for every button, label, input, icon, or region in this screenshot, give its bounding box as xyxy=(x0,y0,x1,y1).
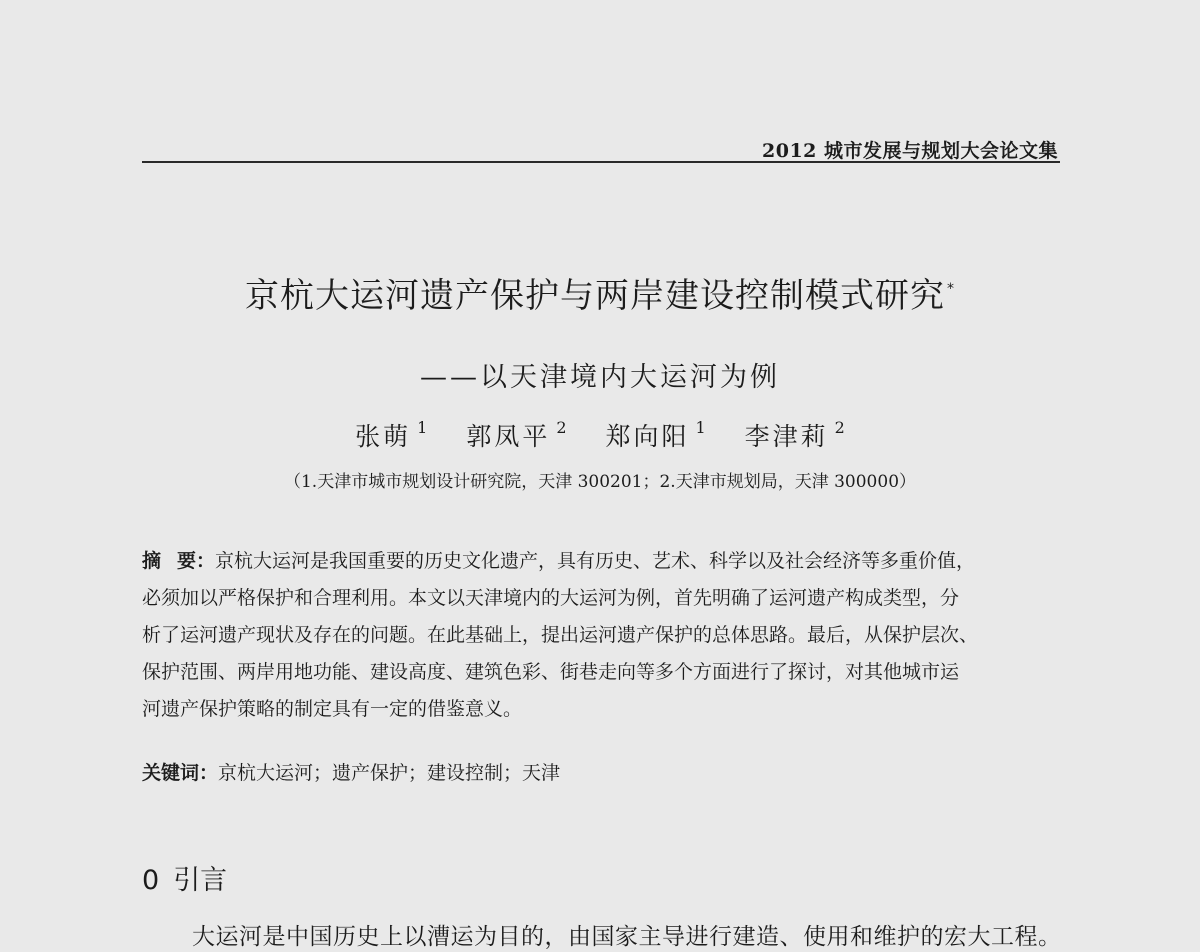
author xyxy=(466,418,567,451)
paper-title-text: 京杭大运河遗产保护与两岸建设控制模式研究 xyxy=(245,276,945,316)
section-heading xyxy=(142,858,227,897)
author-name: 李津莉 xyxy=(744,422,829,451)
author-affiliation-marker: 2 xyxy=(834,418,845,437)
keywords-value: 京杭大运河；遗产保护；建设控制；天津 xyxy=(218,762,561,784)
abstract-line: 必须加以严格保护和合理利用。本文以天津境内的大运河为例，首先明确了运河遗产构成类型，分 xyxy=(142,587,960,609)
affiliations: （1.天津市城市规划设计研究院，天津 300201；2.天津市规划局，天津 300000） xyxy=(283,472,917,492)
author-name: 张萌 xyxy=(355,422,412,451)
paper-subtitle: ——以天津境内大运河为例 xyxy=(420,362,780,393)
header-rule xyxy=(142,161,1060,163)
author-name: 郭凤平 xyxy=(466,422,551,451)
abstract-line: 河遗产保护策略的制定具有一定的借鉴意义。 xyxy=(142,698,523,720)
section-number: 0 xyxy=(142,865,160,896)
author-list xyxy=(0,417,1200,453)
author-name: 郑向阳 xyxy=(605,422,690,451)
author xyxy=(605,418,706,451)
author-affiliation-marker: 1 xyxy=(417,418,428,437)
abstract-line xyxy=(142,543,1060,580)
abstract xyxy=(142,543,1060,728)
abstract-text: 京杭大运河是我国重要的历史文化遗产，具有历史、艺术、科学以及社会经济等多重价值， xyxy=(215,550,976,572)
paper-title xyxy=(0,268,1200,317)
running-header: 2012 城市发展与规划大会论文集 xyxy=(762,140,1058,162)
author-affiliation-marker: 2 xyxy=(556,418,567,437)
keywords xyxy=(142,758,1060,785)
abstract-label: 摘 要： xyxy=(142,550,216,572)
author-affiliation-marker: 1 xyxy=(695,418,706,437)
author xyxy=(355,418,428,451)
abstract-line: 保护范围、两岸用地功能、建设高度、建筑色彩、街巷走向等多个方面进行了探讨，对其他城市运 xyxy=(142,661,960,683)
keywords-label: 关键词： xyxy=(142,762,219,784)
body-paragraph: 大运河是中国历史上以漕运为目的，由国家主导进行建造、使用和维护的宏大工程。 xyxy=(192,924,1062,950)
section-title: 引言 xyxy=(173,865,228,896)
title-footnote-marker: * xyxy=(947,281,955,297)
author xyxy=(744,418,845,451)
abstract-line: 析了运河遗产现状及存在的问题。在此基础上，提出运河遗产保护的总体思路。最后，从保护层次、 xyxy=(142,624,979,646)
